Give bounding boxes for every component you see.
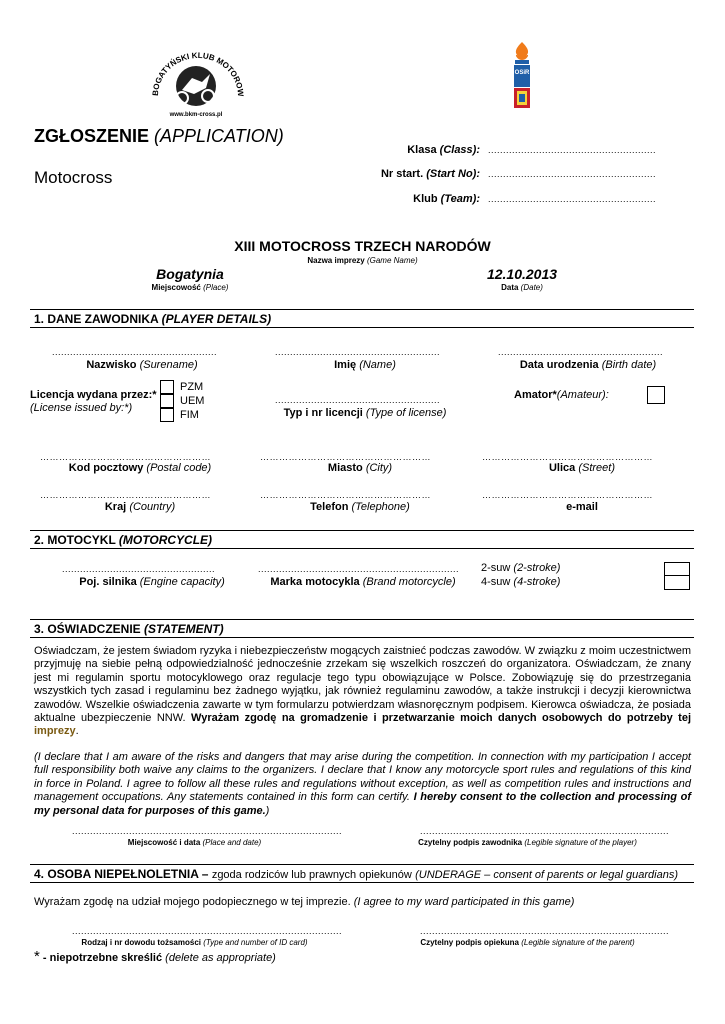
city-label: Miasto (City) — [327, 462, 393, 474]
start-no-label: Nr start. (Start No): — [380, 168, 480, 180]
birth-label: Data urodzenia (Birth date) — [519, 359, 657, 371]
license-type-field[interactable]: ....................................................... — [275, 395, 441, 405]
brand-label: Marka motocykla (Brand motorcycle) — [270, 576, 456, 588]
player-signature-label: Czytelny podpis zawodnika (Legible signature of the player) — [418, 838, 637, 847]
form-title — [34, 126, 284, 147]
event-place-caption: Miejscowość (Place) — [151, 283, 229, 292]
divider — [30, 327, 694, 328]
license-label-en: (License issued by:*) — [30, 402, 133, 414]
name-field[interactable]: ....................................................... — [275, 347, 441, 357]
event-date-caption: Data (Date) — [501, 283, 543, 292]
postal-field[interactable]: ……………………………………………… — [40, 452, 211, 462]
divider — [30, 864, 694, 865]
guardian-signature-label: Czytelny podpis opiekuna (Legible signature of the parent) — [420, 938, 635, 947]
license-fim-checkbox[interactable] — [160, 408, 174, 422]
id-document-label: Rodzaj i nr dowodu tożsamości (Type and number of ID card) — [81, 938, 308, 947]
divider — [30, 619, 694, 620]
player-signature-field[interactable]: ................................................................................... — [420, 826, 670, 836]
stroke-2-checkbox[interactable] — [664, 562, 690, 576]
license-pzm-checkbox[interactable] — [160, 380, 174, 394]
birth-field[interactable]: ....................................................... — [498, 347, 664, 357]
divider — [30, 530, 694, 531]
section-4-title: 4. OSOBA NIEPEŁNOLETNIA – zgoda rodziców lub prawnych opiekunów (UNDERAGE – consent of parents or legal guardians) — [34, 867, 679, 881]
brand-field[interactable]: ................................................................... — [258, 564, 460, 574]
team-field[interactable]: ........................................................ — [488, 194, 657, 204]
title-pl: ZGŁOSZENIE — [34, 126, 150, 146]
section-2-title: 2. MOTOCYKL (MOTORCYCLE) — [34, 533, 213, 547]
event-name-caption: Nazwa imprezy (Game Name) — [307, 256, 418, 265]
svg-text:BOGATYŃSKI KLUB MOTOROWY CROSS: BOGATYŃSKI KLUB MOTOROW — [150, 50, 246, 97]
club-logo — [140, 38, 252, 120]
statement-pl: Oświadczam, że jestem świadom ryzyka i niebezpieczeństw mogących zaistnieć podczas zawodów. W związku z moim uczestnictwem przyjmuję na siebie pełną odpowiedzialność jednocześnie zrzekam się wszelkich roszczeń do organizatora. Oświadczam, że znany jest mi regulamin sportu motocyklowego oraz regulacje tego typu obowiązujące w Polsce. Zobowiązuję się do przestrzegania wszystkich tych zasad i regulaminu bez żadnego wyjątku, jak również regulaminu zawodów, a także instrukcji i decyzji kierownictwa zawodów. Wszelkie oświadczenia zawarte w tym formularzu potwierdzam własnoręcznym podpisem. Kierowca oświadcza, że posiada aktualne ubezpieczenie NNW. Wyrażam zgodę na gromadzenie i przetwarzanie moich danych osobowych do potrzeby tej imprezy. — [34, 645, 691, 738]
statement-en: (I declare that I am aware of the risks and dangers that may arise during the competition. In connection with my participation I accept full responsibility both waive any claims to the organizers. I declare that I know any motorcycle sport rules and regulations of this kind in force in Poland. I agree to follow all these rules and regulations without exception, as well as competition rules and instructions and management occupations. Any statements contained in this form can certify. I hereby consent to the collection and processing of my personal data for purposes of this game.) — [34, 751, 691, 817]
surname-field[interactable]: ....................................................... — [52, 347, 218, 357]
section-3-title: 3. OŚWIADCZENIE (STATEMENT) — [34, 622, 224, 636]
phone-field[interactable]: ……………………………………………… — [260, 490, 431, 500]
stroke-4-checkbox[interactable] — [664, 576, 690, 590]
license-uem-checkbox[interactable] — [160, 394, 174, 408]
start-no-field[interactable]: ........................................................ — [488, 169, 657, 179]
event-date: 12.10.2013 — [486, 266, 558, 282]
divider — [30, 548, 694, 549]
guardian-signature-field[interactable]: ................................................................................... — [420, 926, 670, 936]
street-label: Ulica (Street) — [548, 462, 616, 474]
country-field[interactable]: ……………………………………………… — [40, 490, 211, 500]
event-place: Bogatynia — [156, 266, 224, 282]
license-option-fim: FIM — [180, 409, 199, 421]
underage-consent: Wyrażam zgodę na udział mojego podopiecznego w tej imprezie. (I agree to my ward participated in this game) — [34, 896, 575, 908]
email-label: e-mail — [566, 501, 598, 513]
license-type-label: Typ i nr licencji (Type of license) — [283, 407, 447, 419]
discipline: Motocross — [34, 168, 113, 187]
event-name: XIII MOTOCROSS TRZECH NARODÓW — [234, 238, 491, 254]
id-document-field[interactable]: .......................................................................................... — [72, 926, 343, 936]
divider — [30, 882, 694, 883]
country-label: Kraj (Country) — [104, 501, 176, 513]
svg-text:www.bkm-cross.pl: www.bkm-cross.pl — [169, 112, 223, 118]
class-field[interactable]: ........................................................ — [488, 145, 657, 155]
license-option-pzm: PZM — [180, 381, 204, 393]
engine-label: Poj. silnika (Engine capacity) — [79, 576, 225, 588]
divider — [30, 309, 694, 310]
city-field[interactable]: ……………………………………………… — [260, 452, 431, 462]
section-1-title: 1. DANE ZAWODNIKA (PLAYER DETAILS) — [34, 312, 272, 326]
amateur-label: Amator*(Amateur): — [514, 389, 609, 401]
title-en: (APPLICATION) — [154, 126, 284, 146]
street-field[interactable]: ……………………………………………… — [482, 452, 653, 462]
stroke-4-label: 4-suw (4-stroke) — [481, 576, 561, 588]
surname-label: Nazwisko (Surename) — [86, 359, 198, 371]
license-label: Licencja wydana przez:* — [30, 389, 157, 401]
postal-label: Kod pocztowy (Postal code) — [68, 462, 212, 474]
license-option-uem: UEM — [180, 395, 205, 407]
class-label: Klasa (Class): — [407, 144, 480, 156]
stroke-2-label: 2-suw (2-stroke) — [481, 562, 561, 574]
name-label: Imię (Name) — [334, 359, 396, 371]
phone-label: Telefon (Telephone) — [310, 501, 410, 513]
place-date-field[interactable]: .......................................................................................... — [72, 826, 343, 836]
amateur-checkbox[interactable] — [647, 386, 665, 404]
osir-emblem — [508, 40, 536, 112]
place-date-label: Miejscowość i data (Place and date) — [127, 838, 262, 847]
email-field[interactable]: ……………………………………………… — [482, 490, 653, 500]
svg-text:OSiR: OSiR — [514, 70, 530, 76]
engine-field[interactable]: ................................................... — [62, 564, 216, 574]
divider — [30, 637, 694, 638]
footnote: * - niepotrzebne skreślić (delete as appropriate) — [34, 948, 276, 965]
team-label: Klub (Team): — [413, 193, 480, 205]
